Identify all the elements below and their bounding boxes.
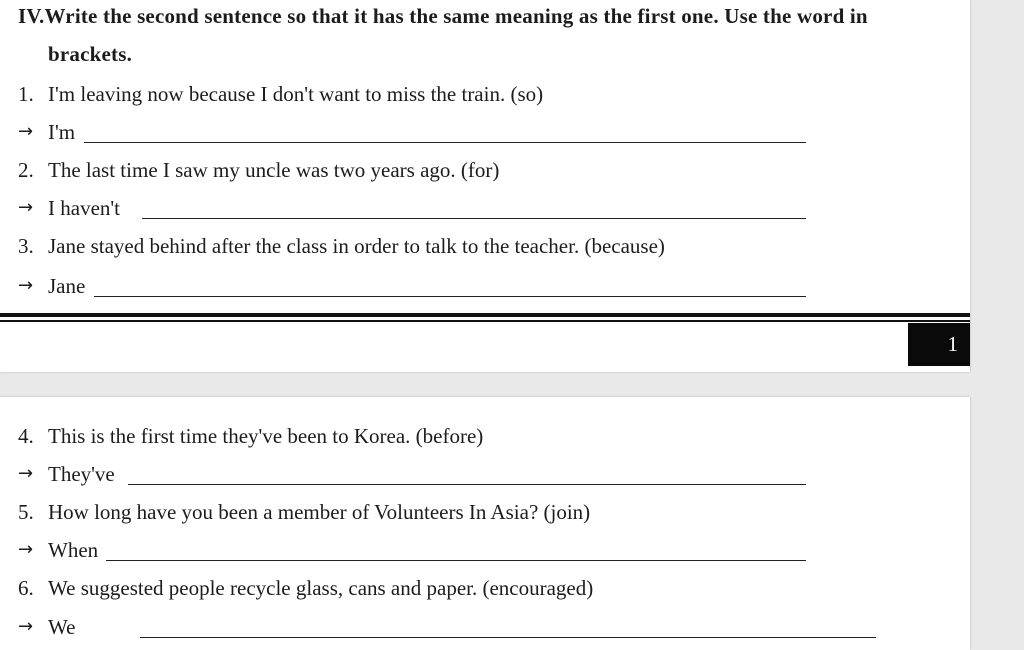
answer-line[interactable]	[84, 142, 806, 143]
arrow-icon: →	[18, 197, 34, 218]
item-sentence: I'm leaving now because I don't want to miss the train. (so)	[48, 82, 544, 106]
arrow-icon: →	[18, 121, 34, 142]
answer-stem: I'm	[48, 120, 76, 144]
answer-stem: They've	[48, 462, 115, 486]
answer-stem: Jane	[48, 274, 86, 298]
item-number: 6.	[18, 576, 34, 600]
answer-line[interactable]	[142, 218, 806, 219]
answer-line[interactable]	[128, 484, 806, 485]
arrow-icon: →	[18, 275, 34, 296]
item-number: 1.	[18, 82, 34, 106]
answer-stem: I haven't	[48, 196, 121, 220]
item-sentence: Jane stayed behind after the class in order to talk to the teacher. (because)	[48, 234, 665, 258]
item-sentence: The last time I saw my uncle was two years ago. (for)	[48, 158, 500, 182]
answer-stem: We	[48, 615, 76, 639]
item-sentence: How long have you been a member of Volunteers In Asia? (join)	[48, 500, 591, 524]
answer-line[interactable]	[106, 560, 806, 561]
answer-stem: When	[48, 538, 99, 562]
answer-line[interactable]	[140, 637, 876, 638]
answer-line[interactable]	[94, 296, 806, 297]
exercise-instruction-line-1: IV.Write the second sentence so that it has the same meaning as the first one. Use the word in	[18, 4, 868, 28]
footer-rule	[0, 313, 970, 317]
page-number-badge: 1	[908, 323, 970, 366]
arrow-icon: →	[18, 463, 34, 484]
arrow-icon: →	[18, 616, 34, 637]
arrow-icon: →	[18, 539, 34, 560]
item-sentence: We suggested people recycle glass, cans and paper. (encouraged)	[48, 576, 594, 600]
exercise-instruction-line-2: brackets.	[48, 42, 133, 66]
item-number: 3.	[18, 234, 34, 258]
document-page-2	[0, 397, 970, 650]
footer-rule-thin	[0, 320, 970, 322]
item-sentence: This is the first time they've been to Korea. (before)	[48, 424, 484, 448]
item-number: 4.	[18, 424, 34, 448]
item-number: 5.	[18, 500, 34, 524]
item-number: 2.	[18, 158, 34, 182]
